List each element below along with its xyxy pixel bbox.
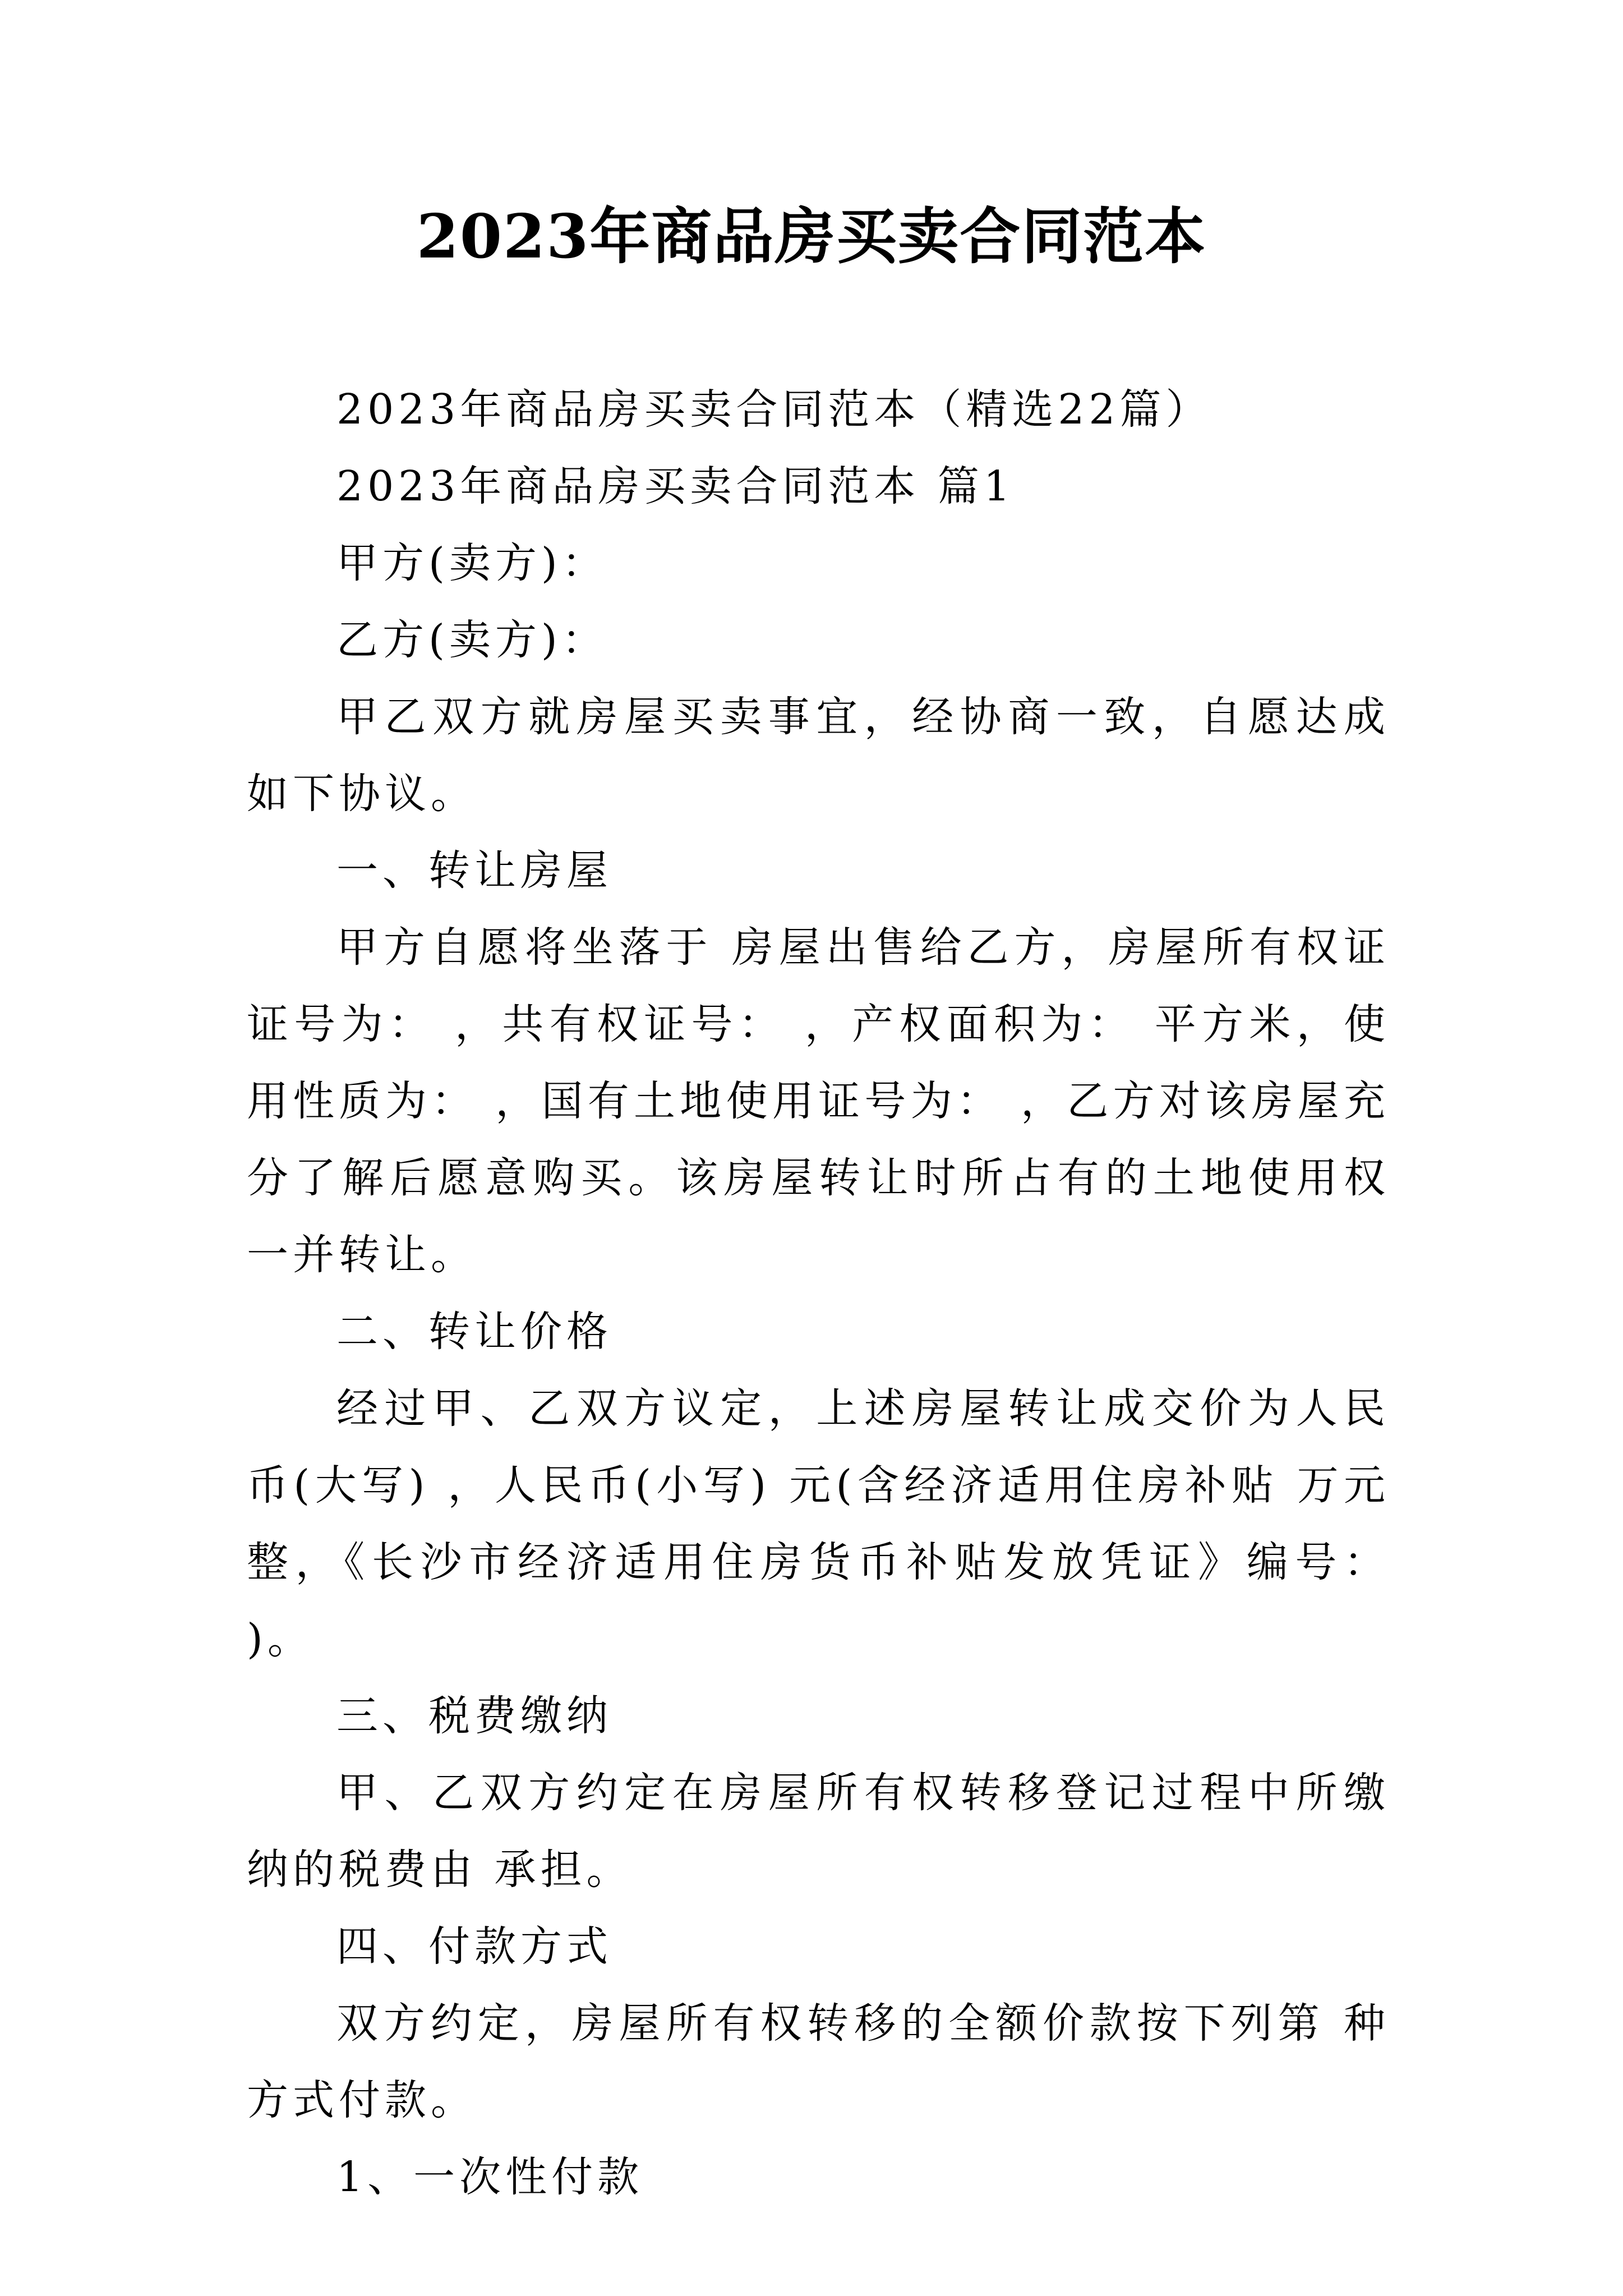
paragraph-transfer-price: 经过甲、乙双方议定，上述房屋转让成交价为人民币(大写) ，人民币(小写) 元(含经济适用住房补贴 万元整，《长沙市经济适用住房货币补贴发放凭证》编号： )。 (247, 1384, 1390, 1663)
paragraph-party-b: 乙方(卖方)： (336, 616, 608, 664)
document-body (247, 371, 1390, 2216)
paragraph-heading-transfer-price: 二、转让价格 (336, 1308, 612, 1356)
paragraph-lump-sum: 1、一次性付款 (336, 2153, 644, 2201)
paragraph-agreement-intro: 甲乙双方就房屋买卖事宜，经协商一致，自愿达成如下协议。 (247, 693, 1390, 818)
paragraph-payment: 双方约定，房屋所有权转移的全额价款按下列第 种方式付款。 (247, 1999, 1390, 2124)
paragraph-party-a: 甲方(卖方)： (336, 539, 608, 587)
paragraph-section-heading: 2023年商品房买卖合同范本 篇1 (336, 462, 1015, 510)
paragraph-heading-payment: 四、付款方式 (336, 1922, 612, 1971)
paragraph-subtitle: 2023年商品房买卖合同范本（精选22篇） (336, 385, 1212, 434)
paragraph-transfer-house: 甲方自愿将坐落于 房屋出售给乙方，房屋所有权证证号为： ，共有权证号： ，产权面积为： 平方米，使用性质为： ，国有土地使用证号为： ，乙方对该房屋充分了解后愿意购买。该房屋转让时所占有的土地使用权一并转让。 (247, 923, 1390, 1279)
paragraph-heading-transfer-house: 一、转让房屋 (336, 846, 612, 895)
paragraph-heading-taxes: 三、税费缴纳 (336, 1692, 612, 1740)
document-title: 2023年商品房买卖合同范本 (416, 201, 1207, 272)
paragraph-taxes: 甲、乙双方约定在房屋所有权转移登记过程中所缴纳的税费由 承担。 (247, 1769, 1390, 1894)
